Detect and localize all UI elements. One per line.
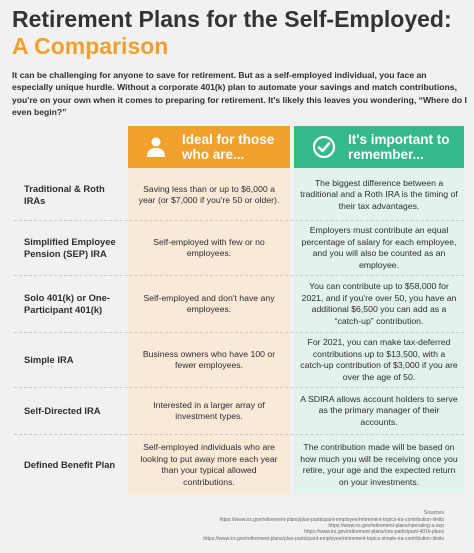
- important-cell: For 2021, you can make tax-deferred contributions up to $13,500, with a catch-up contribution of $3,000 if you are over the age of 50.: [300, 337, 458, 382]
- title-line-1: Retirement Plans for the Self-Employed:: [12, 6, 452, 32]
- ideal-cell: Interested in a larger array of investment types.: [153, 399, 265, 421]
- ideal-cell: Self-employed and don't have any employees.: [143, 292, 275, 314]
- ideal-column-header: [128, 126, 290, 168]
- intro-paragraph: It can be challenging for anyone to save for retirement. But as a self-employed individual, you face an especially unique hurdle. Without a corporate 401(k) plan to automate your savings and match contributions, you're on your own when it comes to preparing for retirement. It's likely this leaves you wondering, “Where do I even begin?”: [12, 70, 467, 118]
- source-link[interactable]: https://www.irs.gov/retirement-plans/operating-a-sep: [328, 523, 444, 530]
- important-cell: The contribution made will be based on how much you will be receiving once you retire, your age and the expected return on your investments.: [300, 442, 458, 487]
- table-row: [0, 276, 474, 332]
- person-icon: [144, 135, 168, 159]
- important-column-label: It's important to remember...: [348, 132, 450, 162]
- source-link[interactable]: https://www.irs.gov/retirement-plans/plan-participant-employee/retirement-topics-simple-ira-contribution-limits: [203, 535, 444, 542]
- plan-name: Simple IRA: [24, 354, 74, 365]
- plan-name: Simplified Employee Pension (SEP) IRA: [24, 236, 116, 259]
- checkmark-circle-icon: [312, 135, 336, 159]
- table-row: [0, 333, 474, 387]
- ideal-cell: Self-employed individuals who are looking to put away more each year than your typical allowed contributions.: [140, 442, 278, 487]
- plan-name: Solo 401(k) or One-Participant 401(k): [24, 292, 110, 315]
- sources-heading: Sources: [423, 510, 444, 516]
- important-cell: A SDIRA allows account holders to serve as the primary manager of their accounts.: [300, 393, 458, 427]
- title-line-2: A Comparison: [12, 33, 169, 59]
- plan-name: Self-Directed IRA: [24, 405, 101, 416]
- plan-name: Defined Benefit Plan: [24, 459, 116, 470]
- source-link[interactable]: https://www.irs.gov/retirement-plans/plan-participant-employee/retirement-topics-ira-contribution-limits: [219, 517, 444, 523]
- plan-name: Traditional & Roth IRAs: [24, 183, 105, 206]
- source-link[interactable]: https://www.irs.gov/retirement-plans/one-participant-401k-plans: [304, 529, 444, 536]
- important-cell: Employers must contribute an equal percentage of salary for each employee, and you will also be counted as an employee.: [301, 225, 457, 270]
- table-row: [0, 170, 474, 220]
- important-cell: You can contribute up to $58,000 for 2021, and if you're over 50, you have an additional $6,500 you can add as a “catch-up” contribution.: [301, 281, 457, 326]
- sources-list: [203, 517, 444, 542]
- important-column-header: [294, 126, 464, 168]
- ideal-cell: Self-employed with few or no employees.: [153, 236, 265, 258]
- ideal-cell: Saving less than or up to $6,000 a year (or $7,000 if you're 50 or older).: [138, 183, 280, 205]
- table-row: [0, 388, 474, 434]
- table-row: [0, 435, 474, 495]
- important-cell: The biggest difference between a traditional and a Roth IRA is the timing of their tax advantages.: [300, 177, 458, 211]
- ideal-cell: Business owners who have 100 or fewer employees.: [142, 348, 276, 370]
- table-row: [0, 221, 474, 275]
- page-title: [12, 6, 467, 60]
- ideal-column-label: Ideal for those who are...: [182, 132, 275, 162]
